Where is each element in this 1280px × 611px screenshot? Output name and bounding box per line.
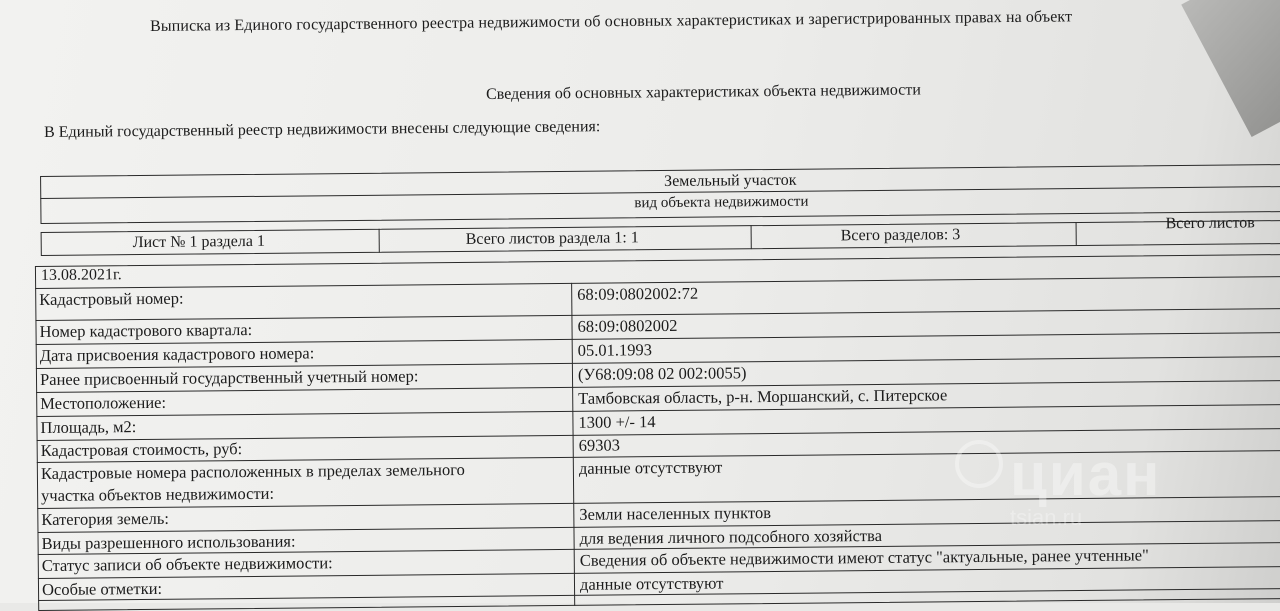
label-assignment-date: Дата присвоения кадастрового номера:: [39, 343, 315, 366]
value-assignment-date: 05.01.1993: [577, 340, 653, 360]
label-record-status: Статус записи об объекте недвижимости:: [41, 553, 333, 576]
label-previous-number: Ранее присвоенный государственный учетный номер:: [39, 366, 419, 390]
object-type-box: [40, 164, 1280, 224]
document-header: Выписка из Единого государственного реестра недвижимости об основных характеристиках и зарегистрированных правах на объект: [150, 8, 1073, 35]
section-title: Сведения об основных характеристиках объекта недвижимости: [486, 81, 921, 103]
watermark-sub: tsian.ru: [1010, 505, 1083, 530]
total-sheets-section: Всего листов раздела 1: 1: [465, 229, 639, 248]
label-location: Местоположение:: [40, 392, 167, 414]
intro-text: В Единый государственный реестр недвижимости внесены следующие сведения:: [44, 118, 601, 141]
value-permitted-use: для ведения личного подсобного хозяйства: [579, 525, 883, 548]
label-cadastral-number: Кадастровый номер:: [39, 288, 184, 310]
watermark-icon: [955, 440, 1003, 488]
label-objects-within-line2: участка объектов недвижимости:: [41, 483, 275, 506]
value-cadastral-number: 68:09:0802002:72: [577, 283, 699, 304]
label-objects-within: Кадастровые номера расположенных в пределах земельного: [40, 459, 465, 484]
object-type: Земельный участок: [664, 171, 797, 191]
value-area: 1300 +/- 14: [578, 412, 656, 432]
sheet-number: Лист № 1 раздела 1: [132, 232, 266, 252]
label-land-category: Категория земель:: [41, 508, 170, 530]
value-special-notes: данные отсутствуют: [579, 573, 724, 594]
value-cadastral-value: 69303: [578, 435, 621, 455]
value-record-status: Сведения об объекте недвижимости имеют статус "актуальные, ранее учтенные": [579, 545, 1149, 570]
value-land-category: Земли населенных пунктов: [579, 502, 772, 524]
value-location: Тамбовская область, р-н. Моршанский, с. Питерское: [578, 385, 948, 408]
total-sections: Всего разделов: 3: [840, 226, 961, 245]
label-special-notes: Особые отметки:: [41, 578, 163, 599]
value-previous-number: (У68:09:08 02 002:0055): [577, 363, 747, 384]
value-objects-within: данные отсутствуют: [578, 457, 723, 478]
label-cadastral-value: Кадастровая стоимость, руб:: [40, 439, 243, 461]
object-type-caption: вид объекта недвижимости: [634, 193, 809, 212]
value-cadastral-quarter: 68:09:0802002: [577, 315, 678, 336]
watermark-brand: циан: [1010, 441, 1162, 508]
extract-date: 13.08.2021г.: [40, 266, 122, 284]
label-cadastral-quarter: Номер кадастрового квартала:: [39, 319, 253, 342]
label-area: Площадь, м2:: [40, 417, 137, 438]
total-sheets: Всего листов: [1165, 214, 1255, 233]
label-permitted-use: Виды разрешенного использования:: [41, 531, 296, 554]
